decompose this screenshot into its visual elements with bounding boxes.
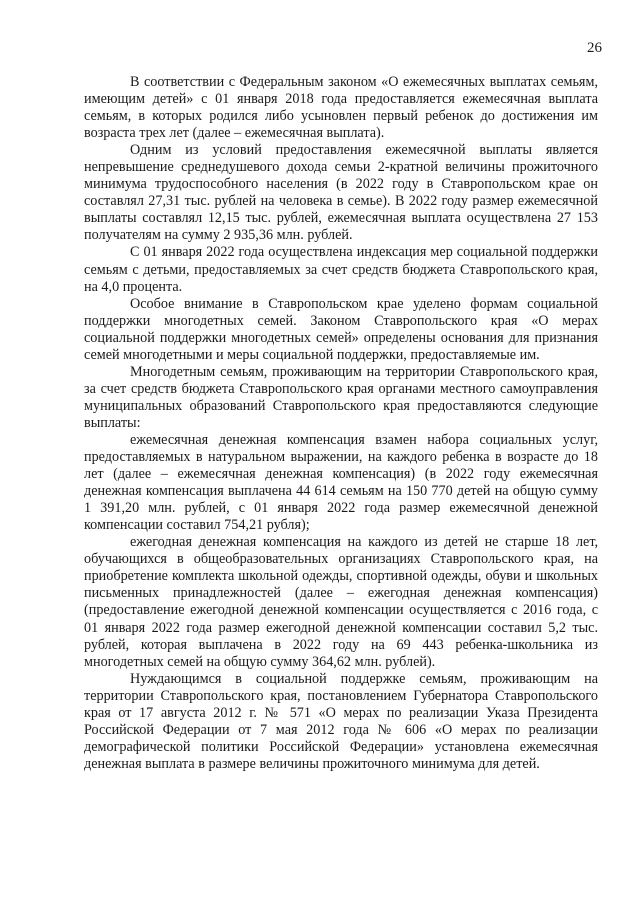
- paragraph-federal-law: В соответствии с Федеральным законом «О ежемесячных выплатах семьям, имеющим детей» с 01 января 2018 года предоставляется ежемесячная выплата семьям, в которых родился либо усыновлен первый ребенок до достижения им возраста трех лет (далее – ежемесячная выплата).: [84, 74, 598, 142]
- page-number: 26: [587, 40, 602, 56]
- paragraph-indexation: С 01 января 2022 года осуществлена индексация мер социальной поддержки семьям с детьми, предоставляемых за счет средств бюджета Ставропольского края, на 4,0 процента.: [84, 244, 598, 295]
- document-body: [84, 74, 598, 773]
- paragraph-payment-conditions: Одним из условий предоставления ежемесячной выплаты является непревышение среднедушевого дохода семьи 2-кратной величины прожиточного минимума трудоспособного населения (в 2022 году в Ставропольском крае он составлял 27,31 тыс. рублей на человека в семье). В 2022 году размер ежемесячной выплаты составлял 12,15 тыс. рублей, ежемесячная выплата осуществлена 27 153 получателям на сумму 2 935,36 млн. рублей.: [84, 142, 598, 244]
- paragraph-payments-intro: Многодетным семьям, проживающим на территории Ставропольского края, за счет средств бюджета Ставропольского края органами местного самоуправления муниципальных образований Ставропольского края предоставляются следующие выплаты:: [84, 363, 598, 431]
- paragraph-annual-compensation: ежегодная денежная компенсация на каждого из детей не старше 18 лет, обучающихся в общеобразовательных организациях Ставропольского края, на приобретение комплекта школьной одежды, спортивной одежды, обуви и школьных письменных принадлежностей (далее – ежегодная денежная компенсация) (предоставление ежегодной денежной компенсации осуществляется с 2016 года, с 01 января 2022 года размер ежегодной денежной компенсации составил 5,2 тыс. рублей, которая выплачена в 2022 году на 69 443 ребенка-школьника из многодетных семей на общую сумму 364,62 млн. рублей).: [84, 534, 598, 670]
- paragraph-monthly-compensation: ежемесячная денежная компенсация взамен набора социальных услуг, предоставляемых в натуральном выражении, на каждого ребенка в возрасте до 18 лет (далее – ежемесячная денежная компенсация) (в 2022 году ежемесячная денежная компенсация выплачена 44 614 семьям на 150 770 детей на общую сумму 1 391,20 млн. рублей, с 01 января 2022 года размер ежемесячной денежной компенсации составил 754,21 рубля);: [84, 431, 598, 534]
- paragraph-governor-decree: Нуждающимся в социальной поддержке семьям, проживающим на территории Ставропольского края, постановлением Губернатора Ставропольского края от 17 августа 2012 г. № 571 «О мерах по реализации Указа Президента Российской Федерации от 7 мая 2012 года № 606 «О мерах по реализации демографической политики Российской Федерации» установлена ежемесячная денежная выплата в размере величины прожиточного минимума для детей.: [84, 670, 598, 772]
- paragraph-large-families: Особое внимание в Ставропольском крае уделено формам социальной поддержки многодетных семей. Законом Ставропольского края «О мерах социальной поддержки многодетных семей» определены основания для признания семей многодетными и меры социальной поддержки, предоставляемые им.: [84, 295, 598, 363]
